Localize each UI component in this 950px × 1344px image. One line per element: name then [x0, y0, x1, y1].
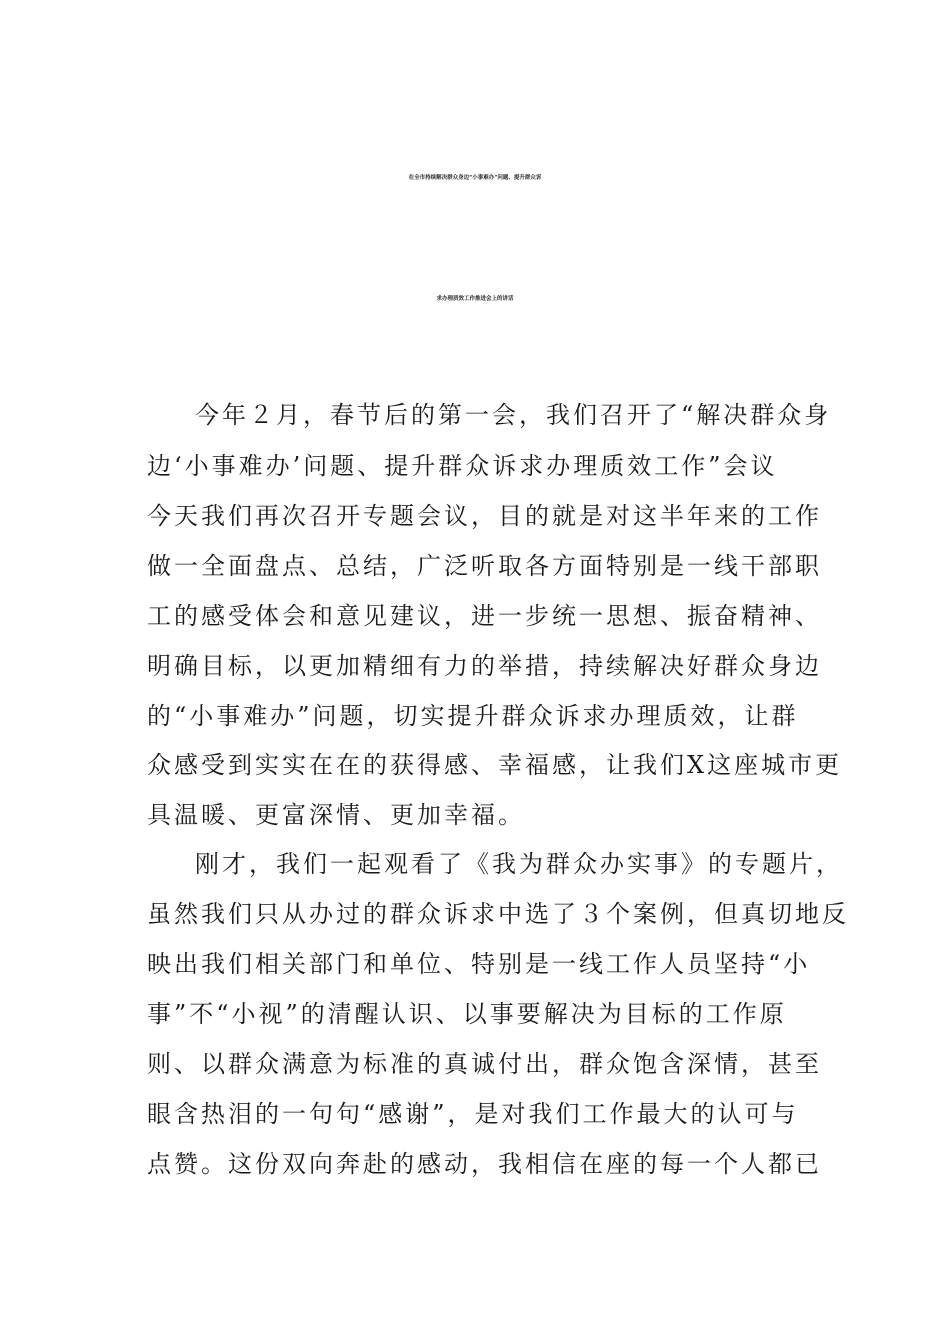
paragraph-1-line-3: 今天我们再次召开专题会议，目的就是对这半年来的工作: [147, 502, 822, 530]
paragraph-2-line-4: 事”不“小视”的清醒认识、以事要解决为目标的工作原: [147, 1000, 787, 1028]
paragraph-2-line-7: 点赞。这份双向奔赴的感动，我相信在座的每一个人都已: [147, 1150, 822, 1178]
paragraph-1-line-8: 众感受到实实在在的获得感、幸福感，让我们X这座城市更: [147, 751, 843, 779]
paragraph-1-line-9: 具温暖、更富深情、更加幸福。: [147, 801, 525, 829]
paragraph-1-line-1: 今年２月，春节后的第一会，我们召开了“解决群众身: [195, 401, 832, 429]
paragraph-2-line-3: 映出我们相关部门和单位、特别是一线工作人员坚持“小: [147, 950, 811, 978]
paragraph-1-line-5: 工的感受体会和意见建议，进一步统一思想、振奋精神、: [147, 602, 822, 630]
paragraph-2-line-6: 眼含热泪的一句句“感谢”，是对我们工作最大的认可与: [147, 1100, 799, 1128]
paragraph-2-line-5: 则、以群众满意为标准的真诚付出，群众饱含深情，甚至: [147, 1050, 822, 1078]
paragraph-1-line-7: 的“小事难办”问题，切实提升群众诉求办理质效，让群: [147, 702, 799, 730]
paragraph-1-line-4: 做一全面盘点、总结，广泛听取各方面特别是一线干部职: [147, 552, 822, 580]
document-title-line-2: 求办理质效工作推进会上的讲话: [436, 296, 514, 302]
document-title-line-1: 在全市持续解决群众身边“小事难办”问题、提升群众诉: [408, 175, 542, 181]
paragraph-1-line-6: 明确目标，以更加精细有力的举措，持续解决好群众身边: [147, 652, 822, 680]
paragraph-1-line-2: 边‘小事难办’问题、提升群众诉求办理质效工作”会议: [147, 452, 778, 480]
paragraph-2-line-2: 虽然我们只从办过的群众诉求中选了３个案例，但真切地反: [147, 900, 849, 928]
paragraph-2-line-1: 刚才，我们一起观看了《我为群众办实事》的专题片，: [195, 850, 843, 878]
